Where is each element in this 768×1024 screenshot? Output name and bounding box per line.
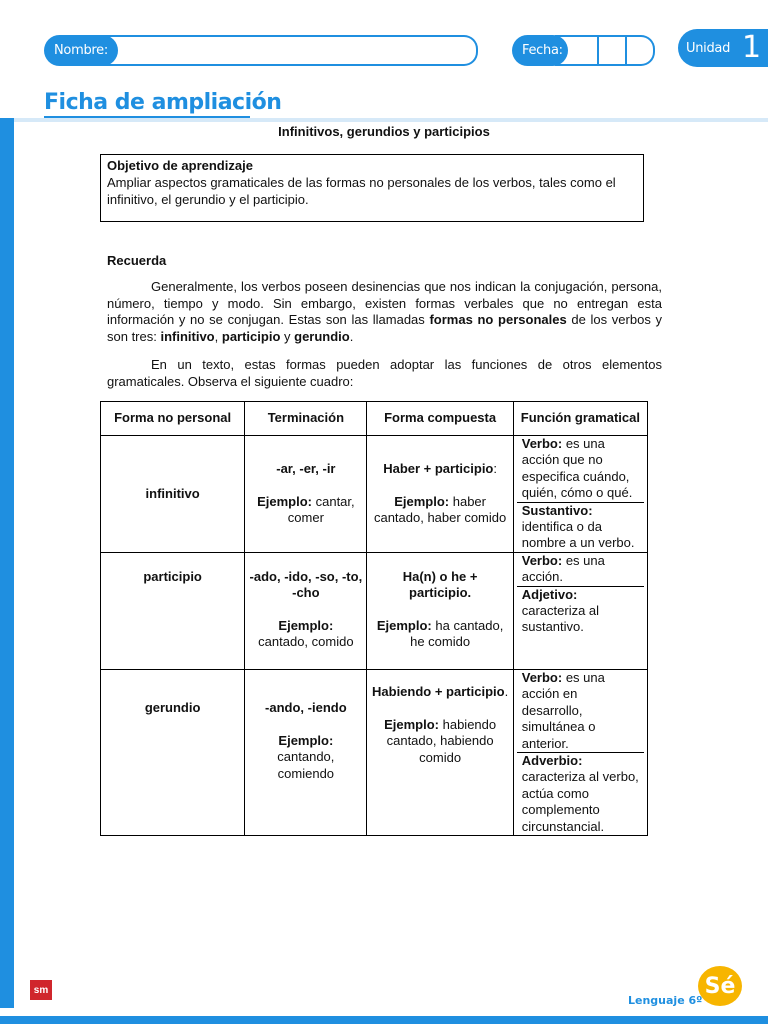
function-text: es una acción en desarrollo, simultánea o anterior. — [521, 669, 605, 751]
recuerda-paragraph-2: En un texto, estas formas pueden adoptar las funciones de otros elementos gramaticales. Observa el siguiente cuadro: — [107, 357, 662, 389]
worksheet-subtitle: Infinitivos, gerundios y participios — [278, 124, 490, 139]
date-label: Fecha: — [512, 35, 568, 66]
header-cell: Terminación — [245, 402, 367, 436]
objective-heading: Objetivo de aprendizaje — [107, 158, 253, 173]
function-cell — [513, 669, 647, 835]
verb-forms-table — [100, 401, 648, 836]
compound-cell — [367, 669, 513, 835]
compound-text: Habiendo + participio — [372, 683, 505, 699]
date-divider — [625, 35, 627, 66]
example-label: Ejemplo: — [384, 716, 439, 732]
example-label: Ejemplo: — [257, 493, 312, 509]
header-cell: Forma compuesta — [367, 402, 513, 436]
function-entry — [517, 553, 644, 586]
function-label: Sustantivo: — [521, 502, 593, 518]
top-accent-line — [14, 118, 768, 122]
form-name: gerundio — [144, 699, 201, 715]
function-entry — [517, 502, 644, 552]
unit-number: 1 — [742, 30, 761, 65]
function-text: caracteriza al sustantivo. — [521, 603, 600, 635]
header-cell: Forma no personal — [101, 402, 245, 436]
date-divider — [597, 35, 599, 66]
header-bar — [0, 0, 768, 80]
function-label: Verbo: — [521, 436, 563, 451]
function-label: Adverbio: — [521, 752, 583, 768]
se-badge-icon: Sé — [698, 966, 742, 1006]
function-text: caracteriza al verbo, actúa como complemento circunstancial. — [521, 769, 639, 834]
compound-suffix: . — [504, 683, 509, 699]
compound-cell — [367, 436, 513, 553]
table-row — [101, 436, 648, 553]
p1-bold: infinitivo — [160, 328, 215, 344]
ending-text: -ado, -ido, -so, -to, -cho — [249, 568, 363, 601]
p1-text: . — [349, 328, 354, 344]
form-cell — [101, 669, 245, 835]
example-text: habiendo cantado, habiendo comido — [386, 716, 497, 765]
p1-text: Generalmente, los verbos poseen desinencias que nos indican la conjugación, persona, número, tiempo y modo. Sin embargo, existen formas verbales que no entregan esta información y no se conjugan. Estas son las llamadas — [107, 279, 662, 327]
ending-cell — [245, 436, 367, 553]
example-text: cantar, comer — [287, 493, 355, 526]
header-cell: Función gramatical — [513, 402, 647, 436]
name-label: Nombre: — [44, 35, 118, 66]
course-label: Lenguaje 6º — [628, 994, 703, 1007]
function-label: Adjetivo: — [521, 586, 578, 602]
unit-badge — [678, 29, 768, 67]
unit-label: Unidad — [686, 40, 731, 56]
table-header-row — [101, 402, 648, 436]
example-text: cantando, comiendo — [277, 749, 335, 781]
objective-box — [100, 154, 644, 222]
example-text: cantado, comido — [258, 634, 354, 650]
example-label: Ejemplo: — [376, 618, 432, 634]
example-label: Ejemplo: — [278, 618, 334, 634]
page-title: Ficha de ampliación — [44, 90, 282, 115]
ending-text: -ando, -iendo — [265, 699, 347, 715]
function-cell — [513, 436, 647, 553]
left-accent-bar — [0, 118, 14, 1008]
function-cell — [513, 552, 647, 669]
function-entry — [517, 752, 644, 835]
bottom-accent-bar — [0, 1016, 768, 1024]
function-entry — [517, 436, 644, 502]
p1-bold: formas no personales — [429, 312, 567, 327]
example-label: Ejemplo: — [278, 732, 334, 748]
table-row — [101, 669, 648, 835]
p1-text: de los verbos y son tres: — [107, 312, 663, 344]
form-cell — [101, 436, 245, 553]
name-field[interactable] — [100, 35, 478, 66]
p1-text: y — [280, 328, 295, 344]
sm-logo: sm — [30, 980, 52, 1000]
compound-text: Haber + participio — [383, 461, 494, 477]
recuerda-heading: Recuerda — [107, 253, 167, 268]
example-text: haber cantado, haber comido — [373, 493, 507, 526]
function-entry — [517, 670, 644, 752]
recuerda-paragraph-1 — [107, 279, 662, 345]
compound-cell — [367, 552, 513, 669]
function-label: Verbo: — [521, 669, 563, 685]
ending-text: -ar, -er, -ir — [276, 461, 336, 477]
function-text: es una acción que no especifica cuándo, quién, cómo o qué. — [521, 436, 633, 501]
p1-bold: participio — [221, 328, 281, 344]
form-name: participio — [143, 568, 202, 584]
function-entry — [517, 586, 644, 669]
example-text: ha cantado, he comido — [410, 618, 504, 650]
function-text: es una acción. — [521, 552, 605, 585]
table-row — [101, 552, 648, 669]
function-text: identifica o da nombre a un verbo. — [521, 519, 635, 551]
example-label: Ejemplo: — [394, 493, 450, 509]
form-name: infinitivo — [145, 485, 200, 501]
ending-cell — [245, 669, 367, 835]
function-label: Verbo: — [521, 552, 563, 568]
compound-suffix: : — [493, 461, 497, 477]
p1-bold: gerundio — [294, 328, 350, 344]
p1-text: , — [214, 328, 222, 344]
ending-cell — [245, 552, 367, 669]
compound-text: Ha(n) o he + participio. — [402, 568, 478, 601]
objective-text: Ampliar aspectos gramaticales de las formas no personales de los verbos, tales como el infinitivo, el gerundio y el participio. — [107, 175, 616, 207]
date-field[interactable] — [555, 35, 655, 66]
form-cell — [101, 552, 245, 669]
